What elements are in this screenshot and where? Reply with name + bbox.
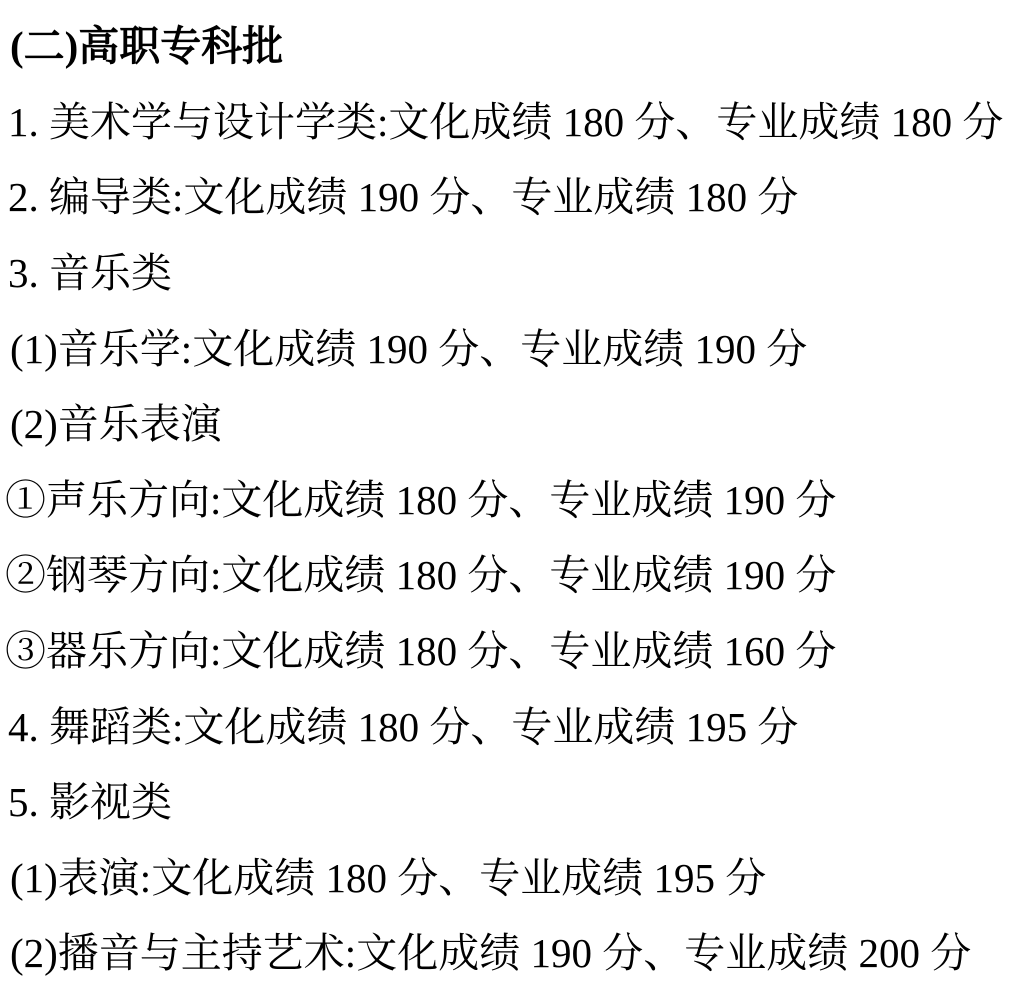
document-line: 3. 音乐类 — [8, 250, 172, 297]
document-line: (2)播音与主持艺术:文化成绩 190 分、专业成绩 200 分 — [10, 930, 972, 977]
document-line: 1. 美术学与设计学类:文化成绩 180 分、专业成绩 180 分 — [8, 98, 1004, 145]
document-line: ①声乐方向:文化成绩 180 分、专业成绩 190 分 — [5, 476, 837, 523]
document-line: 4. 舞蹈类:文化成绩 180 分、专业成绩 195 分 — [8, 703, 799, 750]
section-heading: (二)高职专科批 — [10, 23, 284, 70]
document-line: 2. 编导类:文化成绩 190 分、专业成绩 180 分 — [8, 174, 799, 221]
document-line: ②钢琴方向:文化成绩 180 分、专业成绩 190 分 — [5, 552, 837, 599]
document-line: (1)音乐学:文化成绩 190 分、专业成绩 190 分 — [10, 325, 808, 372]
document-line: (1)表演:文化成绩 180 分、专业成绩 195 分 — [10, 854, 767, 901]
document-line: (2)音乐表演 — [10, 401, 222, 448]
document-line: 5. 影视类 — [8, 779, 172, 826]
document-line: ③器乐方向:文化成绩 180 分、专业成绩 160 分 — [5, 628, 837, 675]
